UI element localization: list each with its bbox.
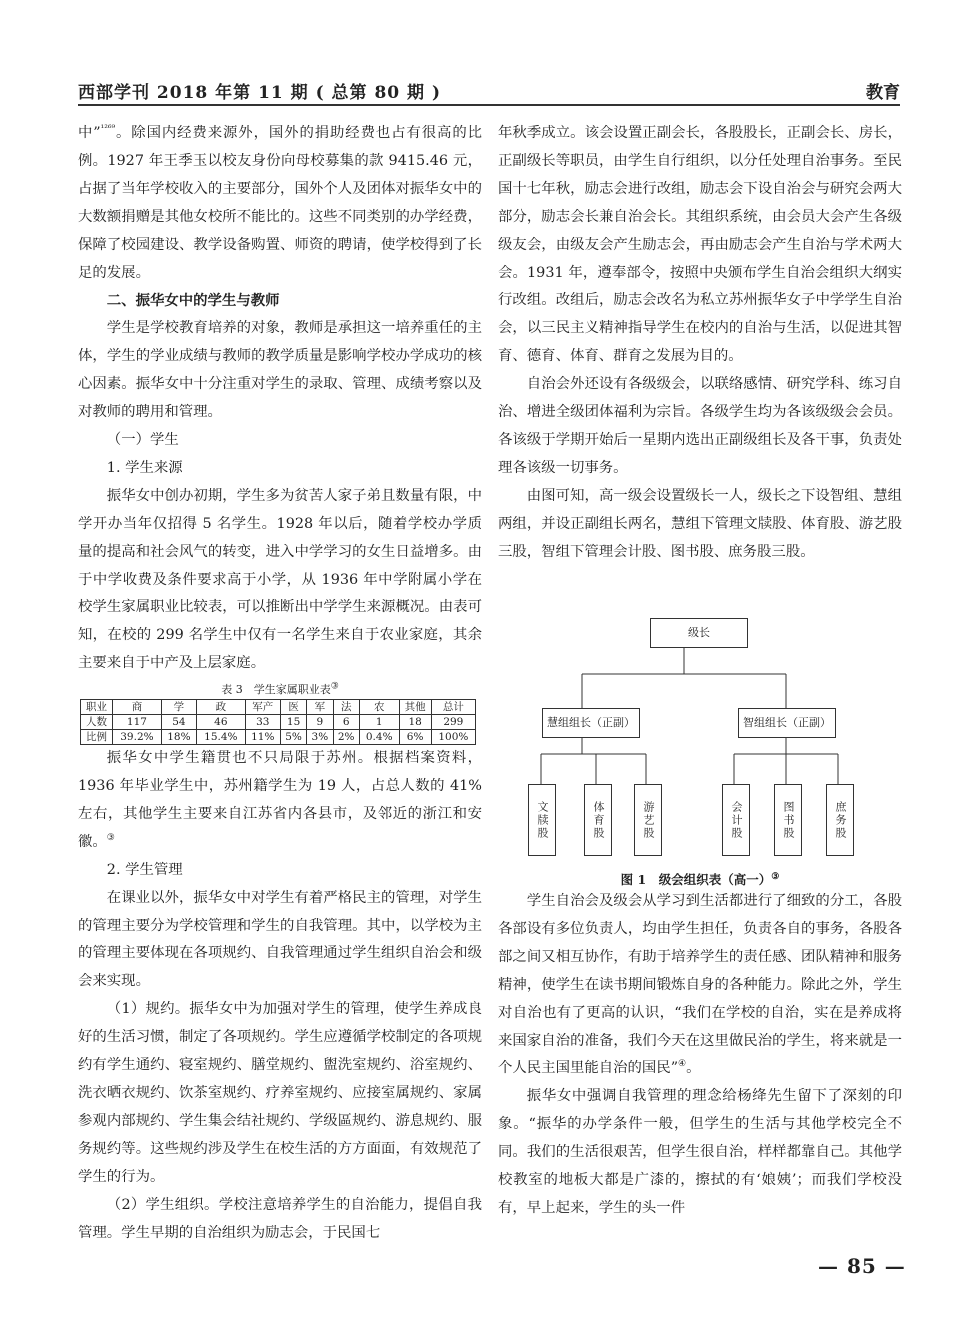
paragraph: 由图可知，高一级会设置级长一人，级长之下设智组、慧组两组，并设正副组长两名，慧组下管理文牍股、体育股、游艺股三股，智组下管理会计股、图书股、庶务股三股。: [498, 487, 902, 560]
right-column-lower: [498, 888, 902, 1223]
journal-title: 西部学刊 2018 年第 11 期 ( 总第 80 期 ): [78, 83, 441, 103]
occupation-table: [80, 699, 476, 745]
paragraph: 自治会外还设有各级级会，以联络感情、研究学科、练习自治、增进全级团体福利为宗旨。各级学生均为各该级级会会员。各该级于学期开始后一星期内选出正副级组长及各干事，负责处理各该级一切事务。: [498, 376, 902, 476]
paragraph: 振华女中强调自我管理的理念给杨绛先生留下了深刻的印象。“振华的办学条件一般，但学生的生活与其他学校完全不同。我们的生活很艰苦，但学生很自治，样样都靠自己。其他学校教室的地板大都是广漆的，擦拭的有‘娘姨’；而我们学校没有，早上起来，学生的头一件: [498, 1088, 902, 1216]
paragraph: 中”$^{^{1269}}$。除国内经费来源外，国外的捐助经费也占有很高的比例。1927 年王季玉以校友身份向母校募集的款 9415.46 元，占据了当年学校收入的主要部分，国外个人及团体对振华女中的大数额捐赠是其他女校所不能比的。这些不同类别的办学经费，保障了校园建设、教学设备购置、师资的聘请，使学校得到了长足的发展。: [78, 124, 482, 281]
org-node-hui-group: 慧组组长（正副）: [542, 708, 640, 738]
paragraph: 学生是学校教育培养的对象，教师是承担这一培养重任的主体，学生的学业成绩与教师的教学质量是影响学校办学成功的核心因素。振华女中十分注重对学生的录取、管理、成绩考察以及对教师的聘用和管理。: [78, 320, 482, 421]
org-chart: [498, 612, 902, 874]
table-header-row: 职业 商 学 政 军产 医 军 法 农 其他 总计: [81, 700, 476, 715]
figure-caption: 图 1 级会组织表（高一）③: [620, 871, 780, 887]
paragraph: 年秋季成立。该会设置正副会长，各股股长，正副会长、房长，正副级长等职员，由学生自行组织，以分任处理自治事务。至民国十七年秋，励志会进行改组，励志会下设自治会与研究会两大部分，励志会长兼自治会长。其组织系统，由会员大会产生各级级友会，由级友会产生励志会，再由励志会产生自治与学术两大会。1931 年，遵奉部令，按照中央颁布学生自治会组织大纲实行改组。改组后，励志会改名为私立苏州振华女子中学学生自治会，以三民主义精神指导学生在校内的自治与生活，以促进其智育、德育、体育、群育之发展为目的。: [498, 125, 902, 365]
paragraph: （1）规约。振华女中为加强对学生的管理，使学生养成良好的生活习惯，制定了各项规约。学生应遵循学校制定的各项规约有学生通约、寝室规约、膳堂规约、盥洗室规约、浴室规约、洗衣晒衣规约、饮茶室规约、疗养室规约、应接室属规约、家属参观内部规约、学生集会结社规约、学级區规约、游息规约、服务规约等。这些规约涉及学生在校生活的方方面面，有效规范了学生的行为。: [78, 1001, 482, 1185]
org-leaf: 游艺股: [634, 784, 662, 856]
table-row: 比例 39.2% 18% 15.4% 11% 5% 3% 2% 0.4% 6% 100%: [81, 730, 476, 745]
header-rule: [78, 104, 900, 106]
section-label: 教育: [866, 83, 900, 103]
table-row: 人数 117 54 46 33 15 9 6 1 18 299: [81, 715, 476, 730]
org-leaf: 会计股: [722, 784, 750, 856]
paragraph: 在课业以外，振华女中对学生有着严格民主的管理，对学生的管理主要分为学校管理和学生的自我管理。其中，以学校为主的管理主要体现在各项规约、自我管理通过学生组织自治会和级会来实现。: [78, 889, 482, 990]
subsection-heading: （一）学生: [106, 431, 179, 448]
paragraph: （2）学生组织。学校注意培养学生的自治能力，提倡自我管理。学生早期的自治组织为励志会，于民国七: [78, 1196, 482, 1241]
paragraph: 振华女中创办初期，学生多为贫苦人家子弟且数量有限，中学开办当年仅招得 5 名学生。1928 年以后，随着学校办学质量的提高和社会风气的转变，进入中学学习的女生日益增多。由于中学收费及条件要求高于小学，从 1936 年中学附属小学在校学生家属职业比较表，可以推断出中学学生来源概况。由表可知，在校的 299 名学生中仅有一名学生来自于农业家庭，其余主要来自于中产及上层家庭。: [78, 487, 482, 672]
right-column-upper: [498, 120, 902, 567]
subsection-heading: 1. 学生来源: [106, 459, 183, 476]
footnote-ref: ④: [678, 1059, 687, 1070]
org-leaf: 文牍股: [528, 784, 556, 856]
org-node-zhi-group: 智组组长（正副）: [738, 708, 836, 738]
org-leaf: 体育股: [584, 784, 612, 856]
paragraph: 学生自治会及级会从学习到生活都进行了细致的分工，各股各部设有多位负责人，均由学生担任，负责各自的事务，各股各部之间又相互协作，有助于培养学生的责任感、团队精神和服务精神，使学生在读书期间锻炼自身的各种能力。除此之外，学生对自治也有了更高的认识，“我们在学校的自治，实在是养成将来国家自治的准备，我们今天在这里做民治的学生，将来就是一个人民主国里能自治的国民”④。: [498, 893, 902, 1077]
running-header: [78, 78, 900, 104]
subsection-heading: 2. 学生管理: [106, 861, 183, 878]
footnote-ref: ③: [106, 833, 115, 844]
left-column: [78, 120, 482, 1247]
org-leaf: 图书股: [774, 784, 802, 856]
table-caption: 表 3 学生家属职业表③: [221, 681, 339, 697]
org-node-class-leader: 级长: [650, 618, 748, 648]
page-number: — 85 —: [818, 1254, 906, 1278]
org-leaf: 庶务股: [826, 784, 854, 856]
section-heading: 二、振华女中的学生与教师: [106, 292, 280, 310]
paragraph: 振华女中学生籍贯也不只局限于苏州。根据档案资料，1936 年毕业学生中，苏州籍学生为 19 人，占总人数的 41% 左右，其他学生主要来自江苏省内各县市，及邻近的浙江和安徽。③: [78, 750, 482, 850]
footnote-ref: ¹²⁶⁹: [100, 124, 116, 135]
